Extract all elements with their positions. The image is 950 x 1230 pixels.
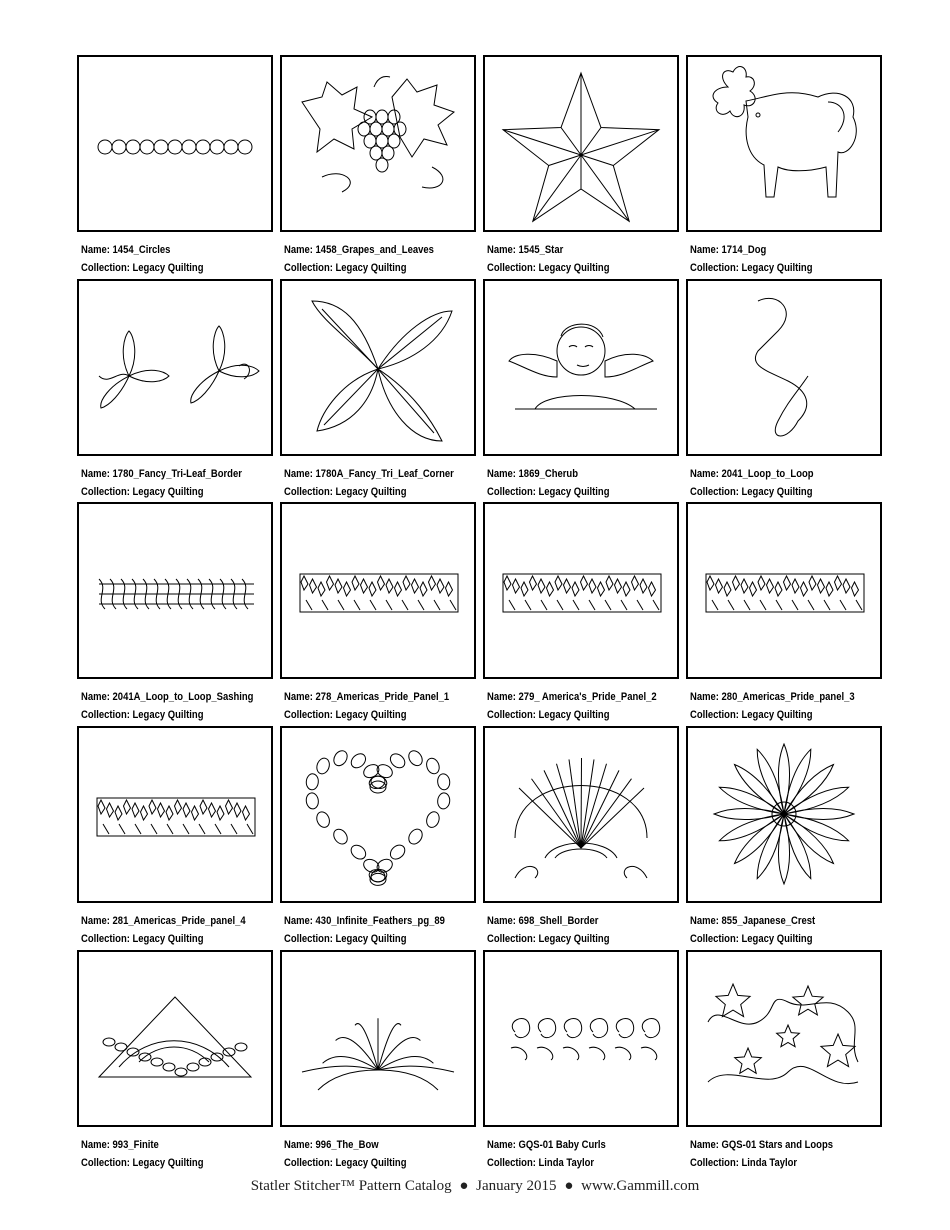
circles-motif — [79, 57, 271, 230]
pattern-thumbnail — [483, 950, 679, 1127]
dog-motif — [688, 57, 880, 230]
pattern-collection: Legacy Quilting — [741, 709, 813, 721]
loop-sashing-motif — [79, 504, 271, 677]
star-motif — [485, 57, 677, 230]
stars-loops-motif — [688, 952, 880, 1125]
name-label: Name: — [487, 915, 516, 927]
pattern-collection: Legacy Quilting — [741, 486, 813, 498]
pattern-collection: Legacy Quilting — [335, 1157, 407, 1169]
pattern-name-line — [487, 468, 656, 481]
collection-label: Collection: — [690, 709, 739, 721]
name-label: Name: — [690, 1139, 719, 1151]
footer-separator: ● — [459, 1178, 469, 1194]
pattern-collection: Legacy Quilting — [132, 486, 204, 498]
pattern-name-line — [284, 244, 453, 257]
name-label: Name: — [81, 1139, 110, 1151]
pattern-name-line — [284, 1139, 453, 1152]
footer-website: www.Gammill.com — [581, 1178, 700, 1194]
curls-motif — [485, 952, 677, 1125]
pattern-collection: Legacy Quilting — [335, 709, 407, 721]
pattern-collection: Legacy Quilting — [538, 709, 610, 721]
pattern-name-line — [487, 1139, 656, 1152]
name-label: Name: — [81, 468, 110, 480]
pattern-thumbnail — [280, 950, 476, 1127]
pattern-collection-line — [284, 709, 453, 722]
bow-motif — [282, 952, 474, 1125]
collection-label: Collection: — [81, 262, 130, 274]
pattern-collection: Legacy Quilting — [335, 486, 407, 498]
name-label: Name: — [487, 1139, 516, 1151]
pattern-collection-line — [81, 933, 250, 946]
footer-separator: ● — [564, 1178, 574, 1194]
pattern-thumbnail — [483, 726, 679, 903]
pattern-thumbnail — [483, 279, 679, 456]
pattern-collection-line — [690, 262, 859, 275]
collection-label: Collection: — [81, 486, 130, 498]
name-label: Name: — [487, 468, 516, 480]
panel-motif — [485, 504, 677, 677]
pattern-collection: Legacy Quilting — [132, 709, 204, 721]
pattern-collection: Legacy Quilting — [335, 933, 407, 945]
pattern-name: GQS-01 Baby Curls — [518, 1139, 606, 1151]
pattern-name: 1545_Star — [518, 244, 564, 256]
pattern-name: 996_The_Bow — [315, 1139, 379, 1151]
tri-leaf-corner-motif — [282, 281, 474, 454]
pattern-name-line — [690, 1139, 859, 1152]
collection-label: Collection: — [690, 933, 739, 945]
collection-label: Collection: — [284, 933, 333, 945]
name-label: Name: — [284, 691, 313, 703]
name-label: Name: — [81, 915, 110, 927]
pattern-name: 1714_Dog — [721, 244, 767, 256]
panel-motif — [282, 504, 474, 677]
shell-motif — [485, 728, 677, 901]
name-label: Name: — [81, 691, 110, 703]
pattern-collection-line — [487, 262, 656, 275]
collection-label: Collection: — [487, 262, 536, 274]
loop-motif — [688, 281, 880, 454]
pattern-name-line — [284, 691, 453, 704]
pattern-thumbnail — [77, 950, 273, 1127]
feather-heart-motif — [282, 728, 474, 901]
pattern-name-line — [81, 468, 250, 481]
pattern-name-line — [284, 468, 453, 481]
collection-label: Collection: — [487, 709, 536, 721]
pattern-name: 279_ America's_Pride_Panel_2 — [518, 691, 657, 703]
collection-label: Collection: — [81, 933, 130, 945]
cherub-motif — [485, 281, 677, 454]
name-label: Name: — [690, 691, 719, 703]
pattern-thumbnail — [686, 55, 882, 232]
pattern-collection: Legacy Quilting — [538, 486, 610, 498]
collection-label: Collection: — [487, 933, 536, 945]
pattern-collection-line — [81, 262, 250, 275]
panel-motif — [688, 504, 880, 677]
name-label: Name: — [690, 915, 719, 927]
grapes-motif — [282, 57, 474, 230]
pattern-collection: Legacy Quilting — [538, 262, 610, 274]
pattern-thumbnail — [77, 279, 273, 456]
name-label: Name: — [284, 915, 313, 927]
pattern-collection-line — [487, 486, 656, 499]
pattern-collection-line — [81, 486, 250, 499]
pattern-name: 993_Finite — [112, 1139, 159, 1151]
footer-date: January 2015 — [476, 1178, 557, 1194]
collection-label: Collection: — [690, 262, 739, 274]
pattern-collection: Legacy Quilting — [335, 262, 407, 274]
pattern-collection-line — [284, 933, 453, 946]
pattern-thumbnail — [280, 502, 476, 679]
collection-label: Collection: — [690, 486, 739, 498]
pattern-name-line — [690, 915, 859, 928]
pattern-collection: Legacy Quilting — [132, 933, 204, 945]
pattern-name-line — [487, 244, 656, 257]
pattern-collection-line — [284, 262, 453, 275]
collection-label: Collection: — [284, 262, 333, 274]
name-label: Name: — [81, 244, 110, 256]
pattern-collection: Legacy Quilting — [741, 933, 813, 945]
pattern-thumbnail — [483, 55, 679, 232]
pattern-collection-line — [487, 1157, 656, 1170]
pattern-name: 1458_Grapes_and_Leaves — [315, 244, 434, 256]
pattern-name-line — [81, 915, 250, 928]
collection-label: Collection: — [690, 1157, 739, 1169]
name-label: Name: — [284, 1139, 313, 1151]
pattern-thumbnail — [483, 502, 679, 679]
collection-label: Collection: — [284, 486, 333, 498]
pattern-name-line — [487, 691, 656, 704]
pattern-name: GQS-01 Stars and Loops — [721, 1139, 834, 1151]
pattern-collection-line — [487, 709, 656, 722]
name-label: Name: — [284, 244, 313, 256]
pattern-name-line — [690, 691, 859, 704]
name-label: Name: — [487, 244, 516, 256]
collection-label: Collection: — [284, 1157, 333, 1169]
feather-triangle-motif — [79, 952, 271, 1125]
pattern-thumbnail — [77, 502, 273, 679]
pattern-collection-line — [284, 1157, 453, 1170]
crest-motif — [688, 728, 880, 901]
footer-catalog: Statler Stitcher™ Pattern Catalog — [250, 1178, 452, 1194]
pattern-collection-line — [690, 1157, 859, 1170]
pattern-name: 281_Americas_Pride_panel_4 — [112, 915, 246, 927]
pattern-collection: Linda Taylor — [538, 1157, 595, 1169]
pattern-thumbnail — [280, 726, 476, 903]
pattern-name: 1454_Circles — [112, 244, 171, 256]
pattern-name: 2041_Loop_to_Loop — [721, 468, 814, 480]
pattern-name-line — [690, 244, 859, 257]
pattern-collection-line — [690, 933, 859, 946]
name-label: Name: — [487, 691, 516, 703]
pattern-thumbnail — [686, 502, 882, 679]
pattern-name: 430_Infinite_Feathers_pg_89 — [315, 915, 445, 927]
pattern-thumbnail — [686, 279, 882, 456]
pattern-collection-line — [690, 709, 859, 722]
name-label: Name: — [690, 468, 719, 480]
pattern-name: 1869_Cherub — [518, 468, 578, 480]
pattern-name: 278_Americas_Pride_Panel_1 — [315, 691, 450, 703]
pattern-collection: Linda Taylor — [741, 1157, 798, 1169]
pattern-name-line — [487, 915, 656, 928]
pattern-name: 2041A_Loop_to_Loop_Sashing — [112, 691, 254, 703]
pattern-name: 855_Japanese_Crest — [721, 915, 816, 927]
tri-leaf-border-motif — [79, 281, 271, 454]
pattern-thumbnail — [280, 55, 476, 232]
pattern-name-line — [81, 691, 254, 704]
pattern-collection-line — [690, 486, 859, 499]
pattern-collection-line — [284, 486, 453, 499]
collection-label: Collection: — [81, 709, 130, 721]
pattern-collection: Legacy Quilting — [132, 1157, 204, 1169]
pattern-name: 1780_Fancy_Tri-Leaf_Border — [112, 468, 242, 480]
pattern-collection-line — [487, 933, 656, 946]
pattern-name-line — [81, 1139, 250, 1152]
pattern-thumbnail — [686, 726, 882, 903]
name-label: Name: — [690, 244, 719, 256]
pattern-collection-line — [81, 709, 250, 722]
panel-motif — [79, 728, 271, 901]
pattern-name-line — [284, 915, 453, 928]
pattern-collection: Legacy Quilting — [132, 262, 204, 274]
pattern-collection: Legacy Quilting — [741, 262, 813, 274]
collection-label: Collection: — [81, 1157, 130, 1169]
pattern-collection: Legacy Quilting — [538, 933, 610, 945]
collection-label: Collection: — [487, 1157, 536, 1169]
pattern-name: 698_Shell_Border — [518, 915, 599, 927]
pattern-name-line — [690, 468, 859, 481]
name-label: Name: — [284, 468, 313, 480]
pattern-name-line — [81, 244, 250, 257]
collection-label: Collection: — [284, 709, 333, 721]
pattern-name: 1780A_Fancy_Tri_Leaf_Corner — [315, 468, 454, 480]
collection-label: Collection: — [487, 486, 536, 498]
page-footer — [0, 1178, 950, 1195]
pattern-thumbnail — [280, 279, 476, 456]
pattern-collection-line — [81, 1157, 250, 1170]
pattern-name: 280_Americas_Pride_panel_3 — [721, 691, 855, 703]
pattern-thumbnail — [77, 55, 273, 232]
pattern-thumbnail — [77, 726, 273, 903]
pattern-thumbnail — [686, 950, 882, 1127]
